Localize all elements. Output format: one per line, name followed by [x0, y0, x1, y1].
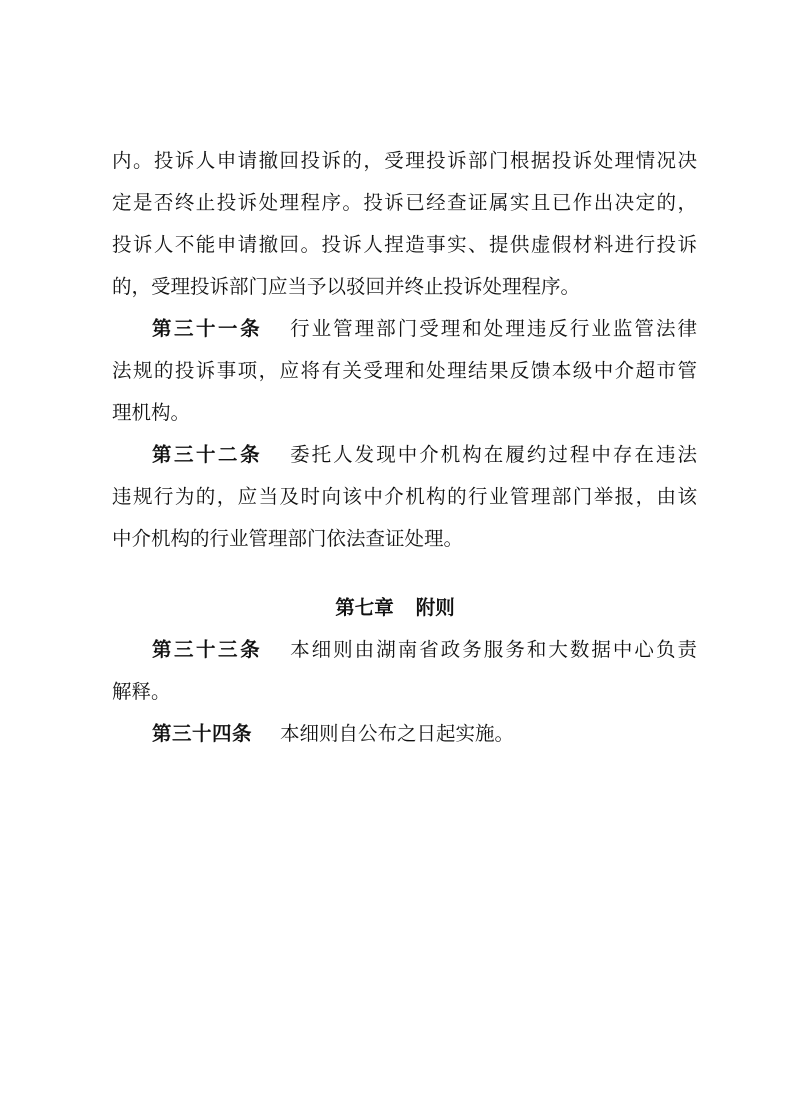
paragraph-line: 解释。 — [112, 680, 171, 703]
paragraph-line: 的，受理投诉部门应当予以驳回并终止投诉处理程序。 — [112, 275, 581, 298]
article-number: 第三十三条 — [152, 638, 263, 661]
article-text: 行业管理部门受理和处理违反行业监管法律 — [290, 317, 697, 340]
paragraph-line: 内。投诉人申请撤回投诉的，受理投诉部门根据投诉处理情况决 — [112, 149, 697, 172]
chapter-title: 附则 — [415, 596, 455, 619]
article-32-first-line — [152, 441, 697, 469]
paragraph-line: 投诉人不能申请撤回。投诉人捏造事实、提供虚假材料进行投诉 — [112, 233, 697, 256]
article-34-first-line — [152, 720, 697, 748]
article-text: 委托人发现中介机构在履约过程中存在违法 — [290, 443, 697, 466]
article-number: 第三十二条 — [152, 443, 263, 466]
chapter-heading — [0, 594, 790, 622]
paragraph-line: 违规行为的，应当及时向该中介机构的行业管理部门举报，由该 — [112, 485, 697, 508]
paragraph-line: 中介机构的行业管理部门依法查证处理。 — [112, 527, 464, 550]
paragraph-line: 理机构。 — [112, 401, 191, 424]
article-31-first-line — [152, 315, 697, 343]
article-number: 第三十四条 — [152, 722, 253, 745]
paragraph-line: 法规的投诉事项，应将有关受理和处理结果反馈本级中介超市管 — [112, 359, 697, 382]
article-text: 本细则自公布之日起实施。 — [280, 722, 515, 745]
article-number: 第三十一条 — [152, 317, 263, 340]
article-text: 本细则由湖南省政务服务和大数据中心负责 — [290, 638, 697, 661]
article-33-first-line — [152, 636, 697, 664]
paragraph-line: 定是否终止投诉处理程序。投诉已经查证属实且已作出决定的， — [112, 191, 697, 214]
chapter-number: 第七章 — [335, 596, 394, 619]
